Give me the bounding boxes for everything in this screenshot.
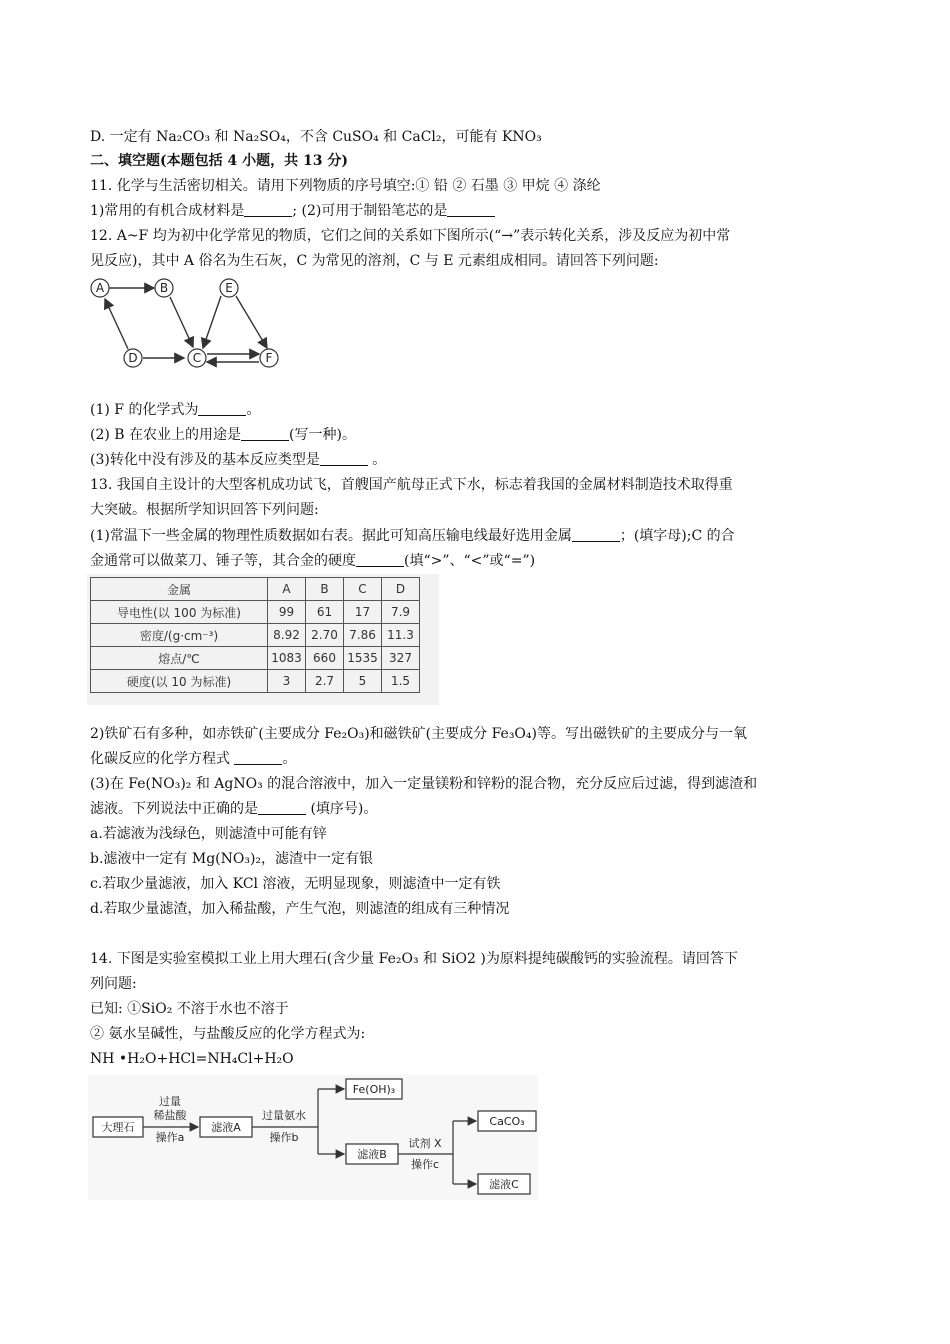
question-12-sub1: (1) F 的化学式为 。	[90, 402, 261, 418]
table-cell: 导电性(以 100 为标准)	[91, 601, 268, 624]
node-b: B	[159, 281, 169, 295]
section-heading: 二、填空题(本题包括 4 小题，共 13 分)	[90, 153, 348, 169]
node-a: A	[95, 281, 105, 295]
box-caco3: CaCO₃	[489, 1115, 525, 1128]
metal-property-table	[90, 577, 420, 693]
question-13-sub1-line2: 金通常可以做菜刀、锤子等，其合金的硬度 (填“>”、“<”或“=”)	[90, 553, 536, 569]
node-d: D	[128, 351, 138, 365]
question-11: 11. 化学与生活密切相关。请用下列物质的序号填空:① 铅 ② 石墨 ③ 甲烷 ④ 涤纶	[90, 178, 601, 194]
table-row	[91, 624, 420, 647]
question-13-line1: 13. 我国自主设计的大型客机成功试飞，首艘国产航母正式下水，标志着我国的金属材料制造技术取得重	[90, 477, 733, 493]
known-line2: ② 氨水呈碱性，与盐酸反应的化学方程式为:	[90, 1026, 366, 1042]
node-c: C	[192, 351, 202, 365]
answer-blank[interactable]	[572, 527, 620, 542]
option-d2: d.若取少量滤渣，加入稀盐酸，产生气泡，则滤渣的组成有三种情况	[90, 901, 510, 917]
box-filtrate-a: 滤液A	[211, 1121, 241, 1134]
table-cell: 7.9	[382, 601, 420, 624]
answer-blank[interactable]	[234, 750, 282, 765]
box-filtrate-c: 滤液C	[489, 1178, 519, 1191]
box-filtrate-b: 滤液B	[357, 1148, 387, 1161]
option-b: b.滤液中一定有 Mg(NO₃)₂，滤渣中一定有银	[90, 851, 374, 867]
box-feoh3: Fe(OH)₃	[352, 1083, 396, 1096]
relation-diagram	[86, 274, 296, 378]
answer-blank[interactable]	[258, 800, 306, 815]
node-e: E	[225, 281, 233, 295]
table-cell: 5	[344, 670, 382, 693]
table-cell: 17	[344, 601, 382, 624]
box-marble: 大理石	[101, 1121, 135, 1134]
label-operation-a: 操作a	[155, 1131, 185, 1144]
table-cell: 3	[268, 670, 306, 693]
table-cell: 61	[306, 601, 344, 624]
known-line1: 已知: ①SiO₂ 不溶于水也不溶于	[90, 1001, 289, 1017]
table-cell: 327	[382, 647, 420, 670]
table-cell: 660	[306, 647, 344, 670]
table-header: C	[344, 578, 382, 601]
answer-blank[interactable]	[447, 202, 495, 217]
table-header: D	[382, 578, 420, 601]
question-14-line2: 列问题:	[90, 976, 137, 992]
table-cell: 11.3	[382, 624, 420, 647]
question-12-sub3: (3)转化中没有涉及的基本反应类型是 。	[90, 452, 387, 468]
label-excess-ammonia: 过量氨水	[262, 1109, 306, 1122]
label-operation-c: 操作c	[410, 1158, 440, 1171]
table-cell: 1.5	[382, 670, 420, 693]
table-header: 金属	[91, 578, 268, 601]
table-cell: 2.70	[306, 624, 344, 647]
flow-diagram	[88, 1075, 538, 1200]
question-13-sub1-line1: (1)常温下一些金属的物理性质数据如右表。据此可知高压输电线最好选用金属 ；(填字母);C 的合	[90, 528, 735, 544]
table-cell: 密度/(g·cm⁻³)	[91, 624, 268, 647]
table-row	[91, 670, 420, 693]
equation: NH •H₂O+HCl=NH₄Cl+H₂O	[90, 1051, 294, 1067]
question-13-sub3-line1: (3)在 Fe(NO₃)₂ 和 AgNO₃ 的混合溶液中，加入一定量镁粉和锌粉的混合物，充分反应后过滤，得到滤渣和	[90, 776, 758, 792]
table-cell: 1083	[268, 647, 306, 670]
option-d: D. 一定有 Na₂CO₃ 和 Na₂SO₄，不含 CuSO₄ 和 CaCl₂，可能有 KNO₃	[90, 129, 542, 145]
table-header-row	[91, 578, 420, 601]
question-13-sub2-line2: 化碳反应的化学方程式 。	[90, 751, 297, 767]
question-12-sub2: (2) B 在农业上的用途是 (写一种)。	[90, 427, 356, 443]
question-12-line1: 12. A~F 均为初中化学常见的物质，它们之间的关系如下图所示(“→”表示转化关系，涉及反应为初中常	[90, 228, 731, 244]
label-operation-b: 操作b	[269, 1131, 299, 1144]
answer-blank[interactable]	[198, 401, 246, 416]
answer-blank[interactable]	[244, 202, 292, 217]
question-12-line2: 见反应)，其中 A 俗名为生石灰，C 为常见的溶剂，C 与 E 元素组成相同。请回答下列问题:	[90, 253, 659, 269]
question-13-sub3-line2: 滤液。下列说法中正确的是 (填序号)。	[90, 801, 378, 817]
option-c: c.若取少量滤液，加入 KCl 溶液，无明显现象，则滤渣中一定有铁	[90, 876, 501, 892]
table-cell: 1535	[344, 647, 382, 670]
answer-blank[interactable]	[320, 451, 368, 466]
table-cell: 2.7	[306, 670, 344, 693]
label-dilute-hcl: 稀盐酸	[153, 1109, 187, 1122]
label-reagent-x: 试剂 X	[408, 1137, 442, 1150]
node-f: F	[265, 351, 273, 365]
question-13-line2: 大突破。根据所学知识回答下列问题:	[90, 502, 319, 518]
table-cell: 8.92	[268, 624, 306, 647]
question-13-sub2-line1: 2)铁矿石有多种，如赤铁矿(主要成分 Fe₂O₃)和磁铁矿(主要成分 Fe₃O₄)等。写出磁铁矿的主要成分与一氧	[90, 726, 747, 742]
answer-blank[interactable]	[356, 552, 404, 567]
table-cell: 熔点/℃	[91, 647, 268, 670]
option-a: a.若滤液为浅绿色，则滤渣中可能有锌	[90, 826, 327, 842]
table-cell: 硬度(以 10 为标准)	[91, 670, 268, 693]
table-cell: 7.86	[344, 624, 382, 647]
table-header: A	[268, 578, 306, 601]
question-11-blanks: 1)常用的有机合成材料是 ; (2)可用于制铅笔芯的是	[90, 201, 495, 221]
table-cell: 99	[268, 601, 306, 624]
table-row	[91, 601, 420, 624]
table-header: B	[306, 578, 344, 601]
answer-blank[interactable]	[241, 426, 289, 441]
table-row	[91, 647, 420, 670]
label-excess: 过量	[159, 1095, 181, 1108]
question-14-line1: 14. 下图是实验室模拟工业上用大理石(含少量 Fe₂O₃ 和 SiO2 )为原料提纯碳酸钙的实验流程。请回答下	[90, 951, 738, 967]
